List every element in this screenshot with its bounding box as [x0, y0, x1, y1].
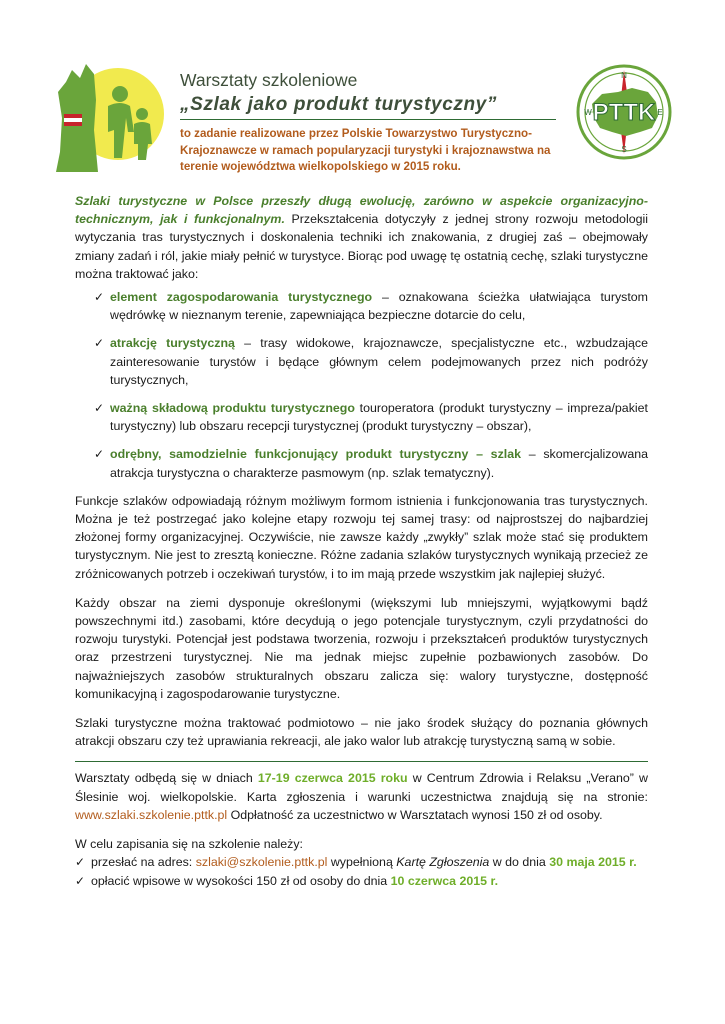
hiker-adult-icon	[112, 86, 128, 102]
deadline-date: 30 maja 2015 r.	[549, 855, 637, 870]
paragraph: Szlaki turystyczne można traktować podmiotowo – nie jako środek służący do poznania głównych atrakcji obszaru czy też uprawiania rekreacji, ale jako walor lub atrakcję turystyczną samą w sobie.	[75, 716, 648, 749]
document-body	[75, 192, 648, 890]
svg-text:E: E	[657, 108, 663, 117]
list-item: ✓ opłacić wpisowe w wysokości 150 zł od osoby do dnia 10 czerwca 2015 r.	[75, 872, 648, 890]
intro-paragraph: Szlaki turystyczne w Polsce przeszły długą ewolucję, zarówno w aspekcie organizacyjno-technicznym, jak i funkcjonalnym. Przekształcenia dotyczyły z jednej strony rozwoju metodologii wytyczania tras turystycznych i doskonalenia techniki ich znakowania, z drugiej zaś – obejmowały zmiany zadań i ról, jakie miały pełnić w turystyce. Biorąc pod uwagę tę ostatnią cechę, szlaki turystyczne można traktować jako:	[75, 194, 648, 281]
hiker-child-icon	[136, 108, 148, 120]
payment-deadline: 10 czerwca 2015 r.	[390, 873, 499, 888]
check-icon: ✓	[75, 873, 86, 888]
check-icon: ✓	[94, 401, 105, 416]
registration-heading: W celu zapisania się na szkolenie należy:	[75, 837, 303, 852]
svg-text:N: N	[621, 71, 627, 80]
function-list	[75, 288, 648, 482]
check-icon: ✓	[94, 336, 105, 351]
website-link[interactable]: www.szlaki.szkolenie.pttk.pl	[75, 807, 228, 822]
workshop-logo	[50, 60, 166, 172]
list-item: ✓ element zagospodarowania turystycznego – oznakowana ścieżka ułatwiająca turystom wędrówkę w nieznanym terenie, zapewniająca bezpieczne dotarcie do celu,	[94, 290, 648, 323]
paragraph: Funkcje szlaków odpowiadają różnym możliwym formom istnienia i funkcjonowania tras turystycznych. Można je też postrzegać jako kolejne etapy rozwoju tej samej trasy: od najprostszej do najbardziej złożonej formy organizacyjnej. Oczywiście, nie zawsze każdy „zwykły” szlak może stać się produktem turystycznym. Nie jest to zresztą konieczne. Różne zadania szlaków turystycznych wynikają przecież ze zróżnicowanych potrzeb i oczekiwań turystów, i to im mają przede wszystkim jak najlepiej służyć.	[75, 493, 648, 581]
pttk-logo-text: PTTK	[592, 99, 656, 126]
svg-text:S: S	[621, 145, 627, 154]
list-item: ✓ ważną składową produktu turystycznego touroperatora (produkt turystyczny – impreza/pakiet turystyczny) lub obszaru recepcji turystycznej (produkt turystyczny – obszar),	[94, 401, 648, 434]
list-item: ✓ przesłać na adres: szlaki@szkolenie.pttk.pl wypełnioną Kartę Zgłoszenia w do dnia 30 maja 2015 r.	[75, 853, 648, 871]
page-subtitle: „Szlak jako produkt turystyczny”	[180, 94, 497, 115]
email-link[interactable]: szlaki@szkolenie.pttk.pl	[195, 855, 328, 870]
event-info: Warsztaty odbędą się w dniach 17-19 czerwca 2015 roku w Centrum Zdrowia i Relaksu „Verano” w Ślesinie woj. wielkopolskie. Karta zgłoszenia i warunki uczestnictwa znajdują się na stronie: www.szlaki.szkolenie.pttk.pl Odpłatność za uczestnictwo w Warsztatach wynosi 150 zł od osoby.	[75, 771, 648, 822]
section-divider	[75, 761, 648, 762]
list-item: ✓ odrębny, samodzielnie funkcjonujący produkt turystyczny – szlak – skomercjalizowana atrakcja turystyczna o charakterze pasmowym (np. szlak tematyczny).	[94, 447, 648, 480]
paragraph: Każdy obszar na ziemi dysponuje określonymi (większymi lub mniejszymi, wyjątkowymi bądź powszechnymi itd.) zasobami, które decydują o jego potencjale turystycznym, czyli przydatności do rozwoju turystyki. Potencjał jest podstawa tworzenia, rozwoju i przekształceń produktów turystycznych oraz przestrzeni turystycznej. Nie ma jednak miejsc zupełnie pozbawionych zasobów. Do najważniejszych zasobów strukturalnych obszaru zalicza się: walory turystyczne, dostępność komunikacyjną i zagospodarowanie turystyczne.	[75, 595, 648, 701]
check-icon: ✓	[94, 290, 105, 305]
list-item: ✓ atrakcję turystyczną – trasy widokowe, krajoznawcze, specjalistyczne etc., wzbudzające zainteresowanie turystów i będące głównym celem podejmowanych przez nich podróży turystycznych,	[94, 336, 648, 387]
pttk-logo	[574, 58, 674, 166]
check-icon: ✓	[94, 447, 105, 462]
check-icon: ✓	[75, 855, 86, 870]
header-description: to zadanie realizowane przez Polskie Towarzystwo Turystyczno-Krajoznawcze w ramach popularyzacji turystyki i krajoznawstwa na terenie województwa wielkopolskiego w 2015 roku.	[180, 127, 551, 174]
registration-steps	[75, 853, 648, 889]
svg-text:W: W	[584, 108, 592, 117]
page-title: Warsztaty szkoleniowe	[180, 70, 358, 90]
header-divider	[180, 119, 556, 120]
event-dates: 17-19 czerwca 2015 roku	[257, 771, 408, 786]
